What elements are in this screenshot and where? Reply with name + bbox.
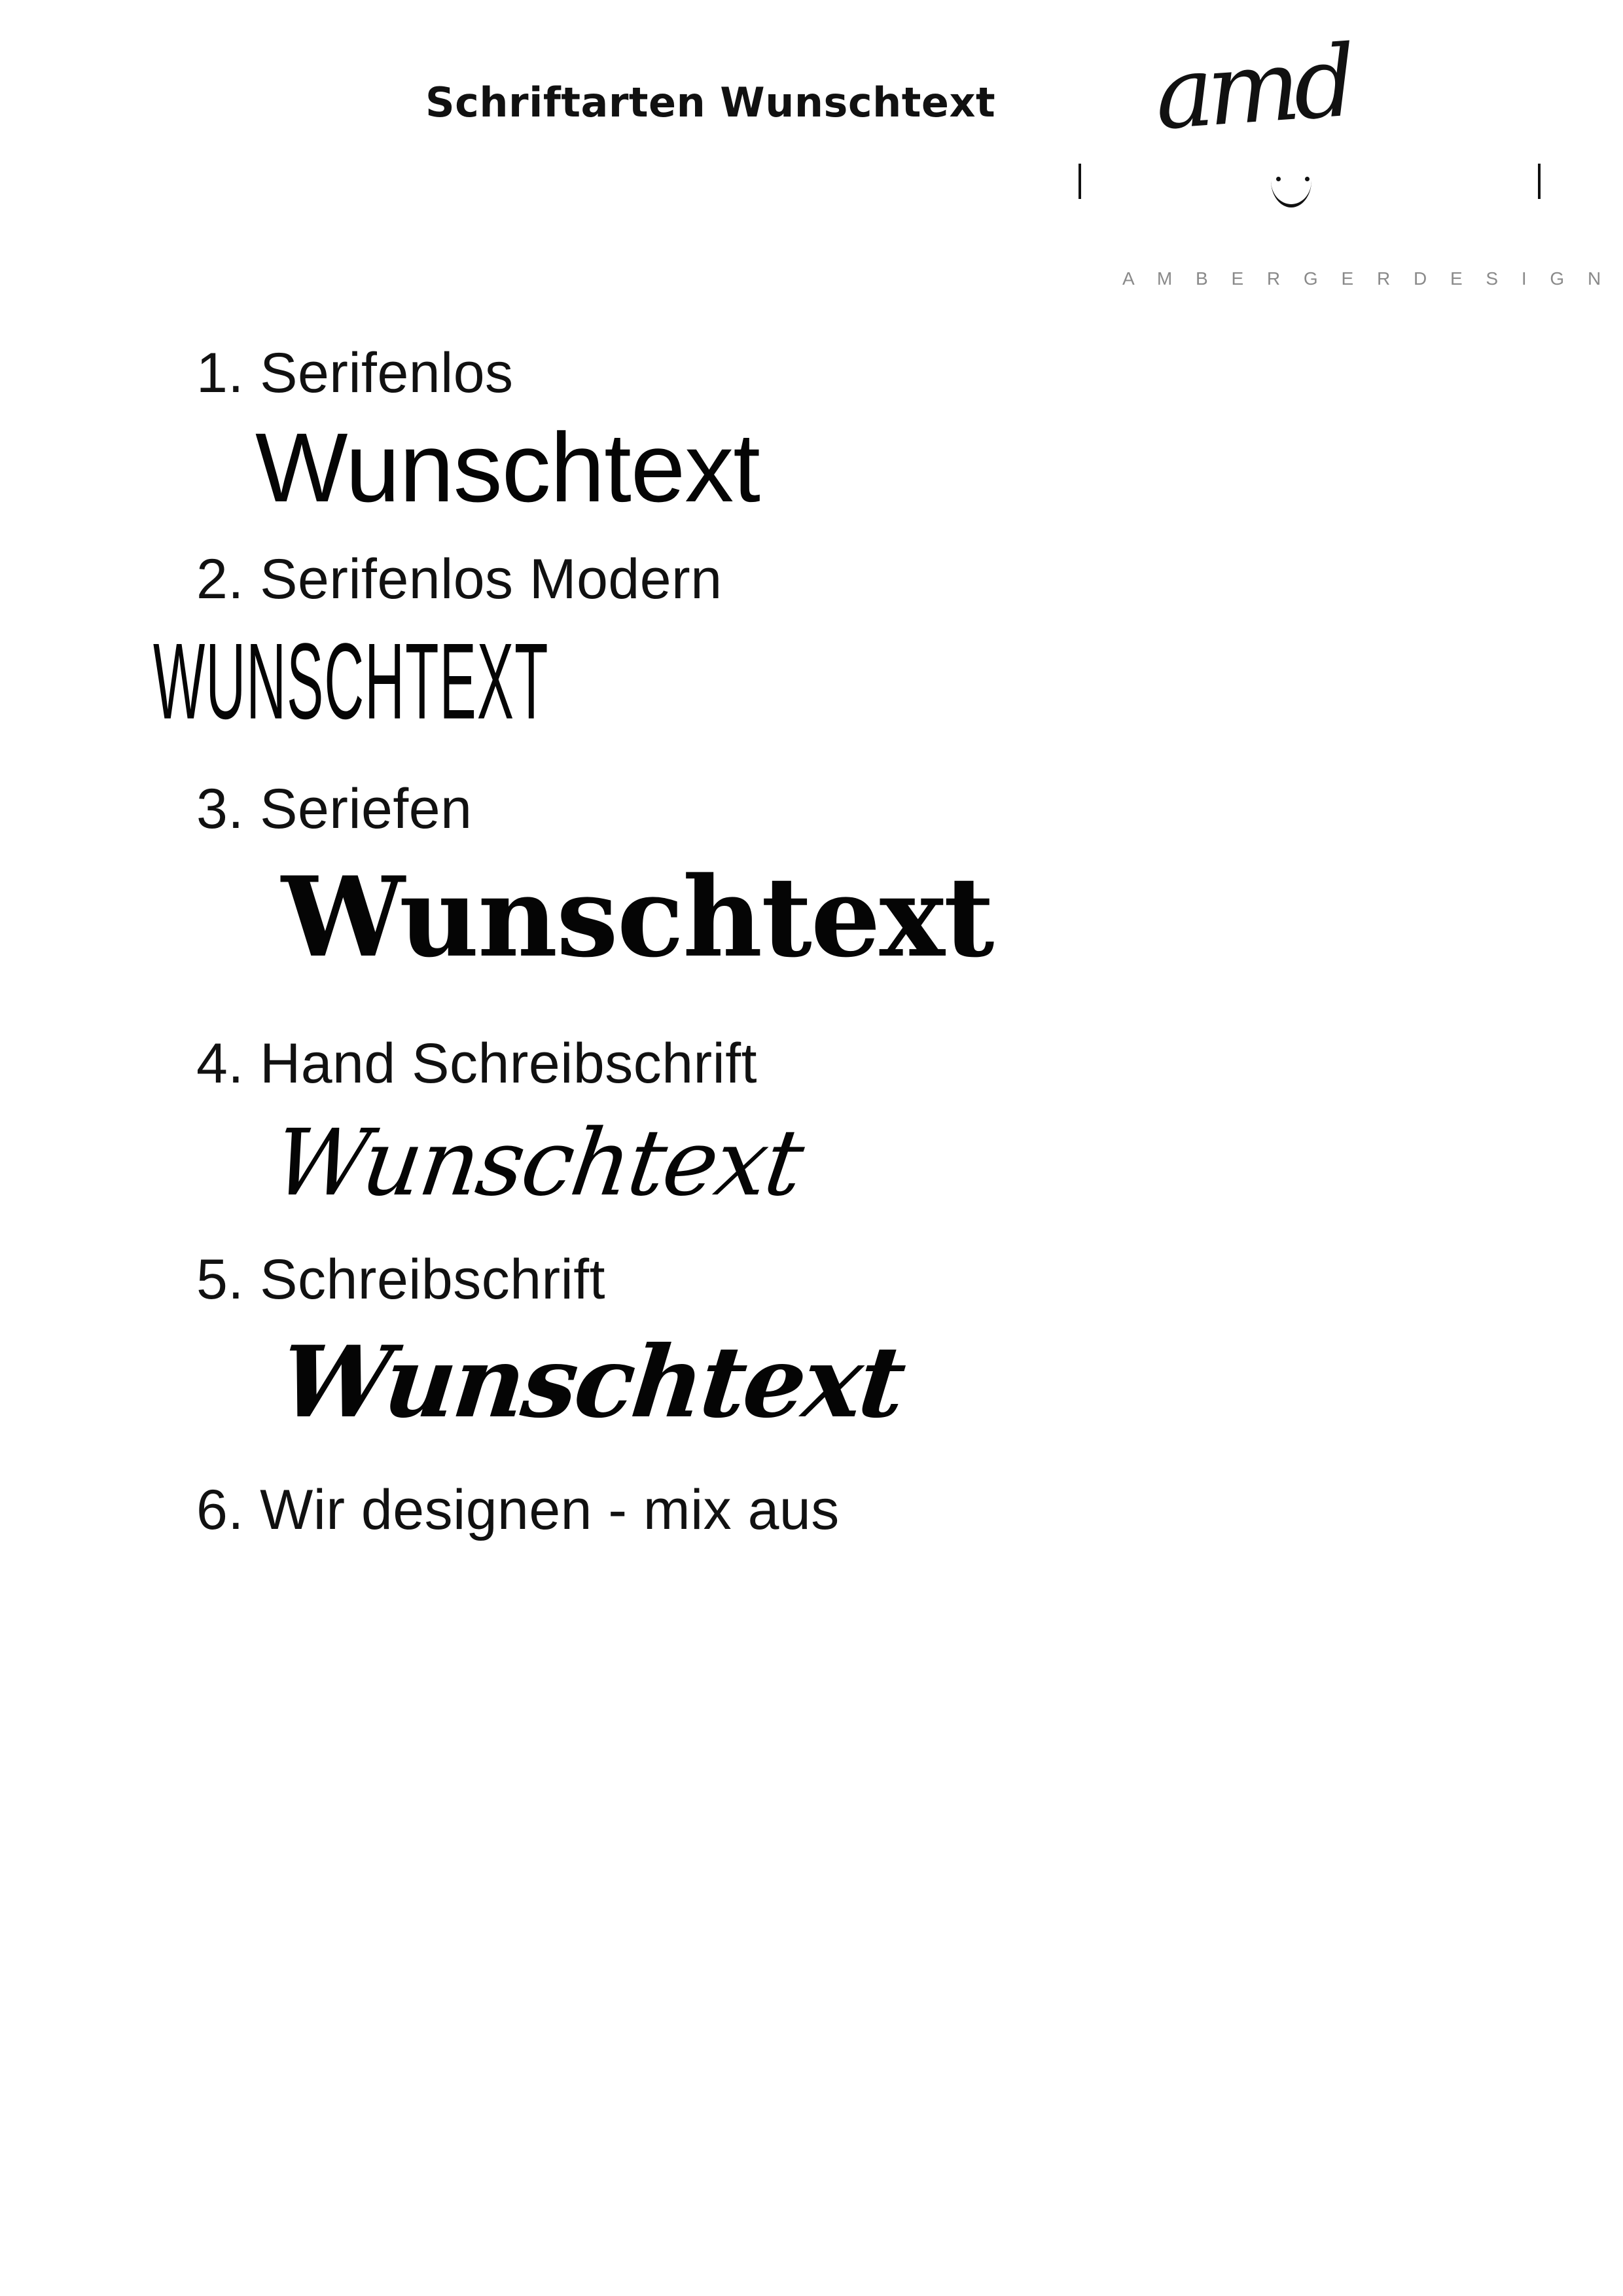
font-option-label: 5. Schreibschrift — [196, 1248, 606, 1312]
font-option-sample: Wunschtext — [267, 1110, 808, 1217]
font-option-label: 1. Serifenlos — [196, 342, 514, 404]
font-option-sample: WUNSCHTEXT — [153, 620, 549, 742]
font-option-sample: Wunschtext — [281, 852, 993, 982]
logo-wordmark: amd — [1151, 24, 1354, 152]
font-option-2 — [0, 547, 1623, 750]
brand-logo — [1060, 24, 1611, 308]
font-option-1 — [0, 340, 1623, 529]
font-option-label: 3. Seriefen — [196, 778, 473, 841]
page-title: Schriftarten Wunschtext — [425, 79, 996, 126]
logo-left-tick-icon — [1079, 164, 1081, 199]
logo-eyes-icon — [1276, 177, 1322, 203]
font-option-3 — [0, 776, 1623, 991]
font-option-label: 6. Wir designen - mix aus — [196, 1478, 840, 1541]
font-option-5 — [0, 1247, 1623, 1450]
font-options-list — [0, 340, 1623, 1543]
font-option-4 — [0, 1031, 1623, 1230]
font-option-6 — [0, 1477, 1623, 1543]
font-option-sample: Wunschtext — [255, 412, 760, 523]
font-option-sample: Wunschtext — [275, 1324, 909, 1440]
logo-right-tick-icon — [1538, 164, 1541, 199]
page-header — [0, 0, 1623, 340]
font-option-label: 4. Hand Schreibschrift — [196, 1031, 758, 1095]
logo-subtitle: A M B E R G E R D E S I G N — [1122, 268, 1611, 289]
font-option-label: 2. Serifenlos Modern — [196, 547, 722, 611]
